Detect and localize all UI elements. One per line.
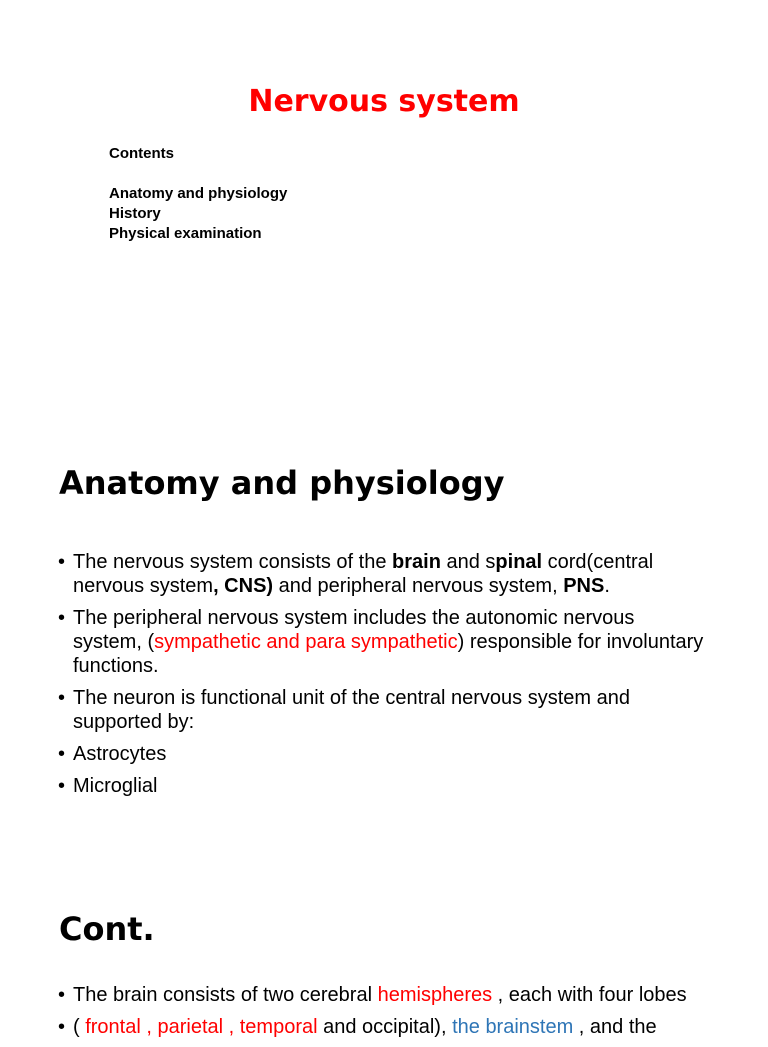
bullet-text: The peripheral nervous system includes the autonomic nervous system, ( bbox=[73, 607, 635, 653]
bullet-text: and peripheral nervous system, bbox=[273, 575, 564, 597]
highlighted-term: sympathetic and para sympathetic bbox=[154, 631, 458, 653]
slide-cont bbox=[0, 840, 768, 1038]
slide-title-heading: Nervous system bbox=[248, 84, 520, 119]
highlighted-term: frontal , parietal , temporal bbox=[85, 1016, 318, 1038]
bold-term: brain bbox=[392, 551, 441, 573]
bullet-list bbox=[58, 983, 708, 1047]
bullet-text: , each with four lobes bbox=[492, 984, 687, 1006]
bullet-text: The nervous system consists of the bbox=[73, 551, 393, 573]
highlighted-term-blue: the brainstem bbox=[452, 1016, 574, 1038]
bullet-text: , and the bbox=[573, 1016, 657, 1038]
bullet-list bbox=[58, 550, 708, 806]
contents-item: History bbox=[109, 205, 161, 222]
bullet-text: Astrocytes bbox=[73, 743, 167, 765]
bold-term: PNS bbox=[563, 575, 605, 597]
bullet-text: cord(central nervous system bbox=[73, 551, 654, 597]
bullet-item bbox=[58, 1015, 708, 1039]
contents-item: Physical examination bbox=[109, 225, 262, 242]
bullet-item bbox=[58, 686, 708, 734]
slide-heading: Anatomy and physiology bbox=[59, 464, 505, 502]
bullet-text: . bbox=[604, 575, 610, 597]
bullet-item bbox=[58, 550, 708, 598]
bullet-text: Microglial bbox=[73, 775, 158, 797]
bullet-item bbox=[58, 606, 708, 678]
contents-list bbox=[109, 144, 287, 244]
slide-anatomy bbox=[0, 420, 768, 840]
slide-heading: Cont. bbox=[59, 910, 155, 948]
bullet-text: ( bbox=[73, 1016, 86, 1038]
bullet-text: The brain consists of two cerebral bbox=[73, 984, 378, 1006]
bullet-text: The neuron is functional unit of the central nervous system and supported by: bbox=[73, 687, 630, 733]
bullet-text: and occipital), bbox=[317, 1016, 453, 1038]
slide-title bbox=[0, 0, 768, 420]
bullet-item bbox=[58, 742, 708, 766]
bullet-text: ) responsible for involuntary functions. bbox=[73, 631, 704, 677]
bullet-text: and s bbox=[440, 551, 496, 573]
contents-item: Anatomy and physiology bbox=[109, 185, 288, 202]
spacer bbox=[109, 164, 287, 184]
highlighted-term: hemispheres bbox=[377, 984, 493, 1006]
bold-term: pinal bbox=[495, 551, 543, 573]
bullet-item bbox=[58, 983, 708, 1007]
contents-label: Contents bbox=[109, 145, 174, 162]
bullet-item bbox=[58, 774, 708, 798]
bold-term: , CNS) bbox=[213, 575, 274, 597]
